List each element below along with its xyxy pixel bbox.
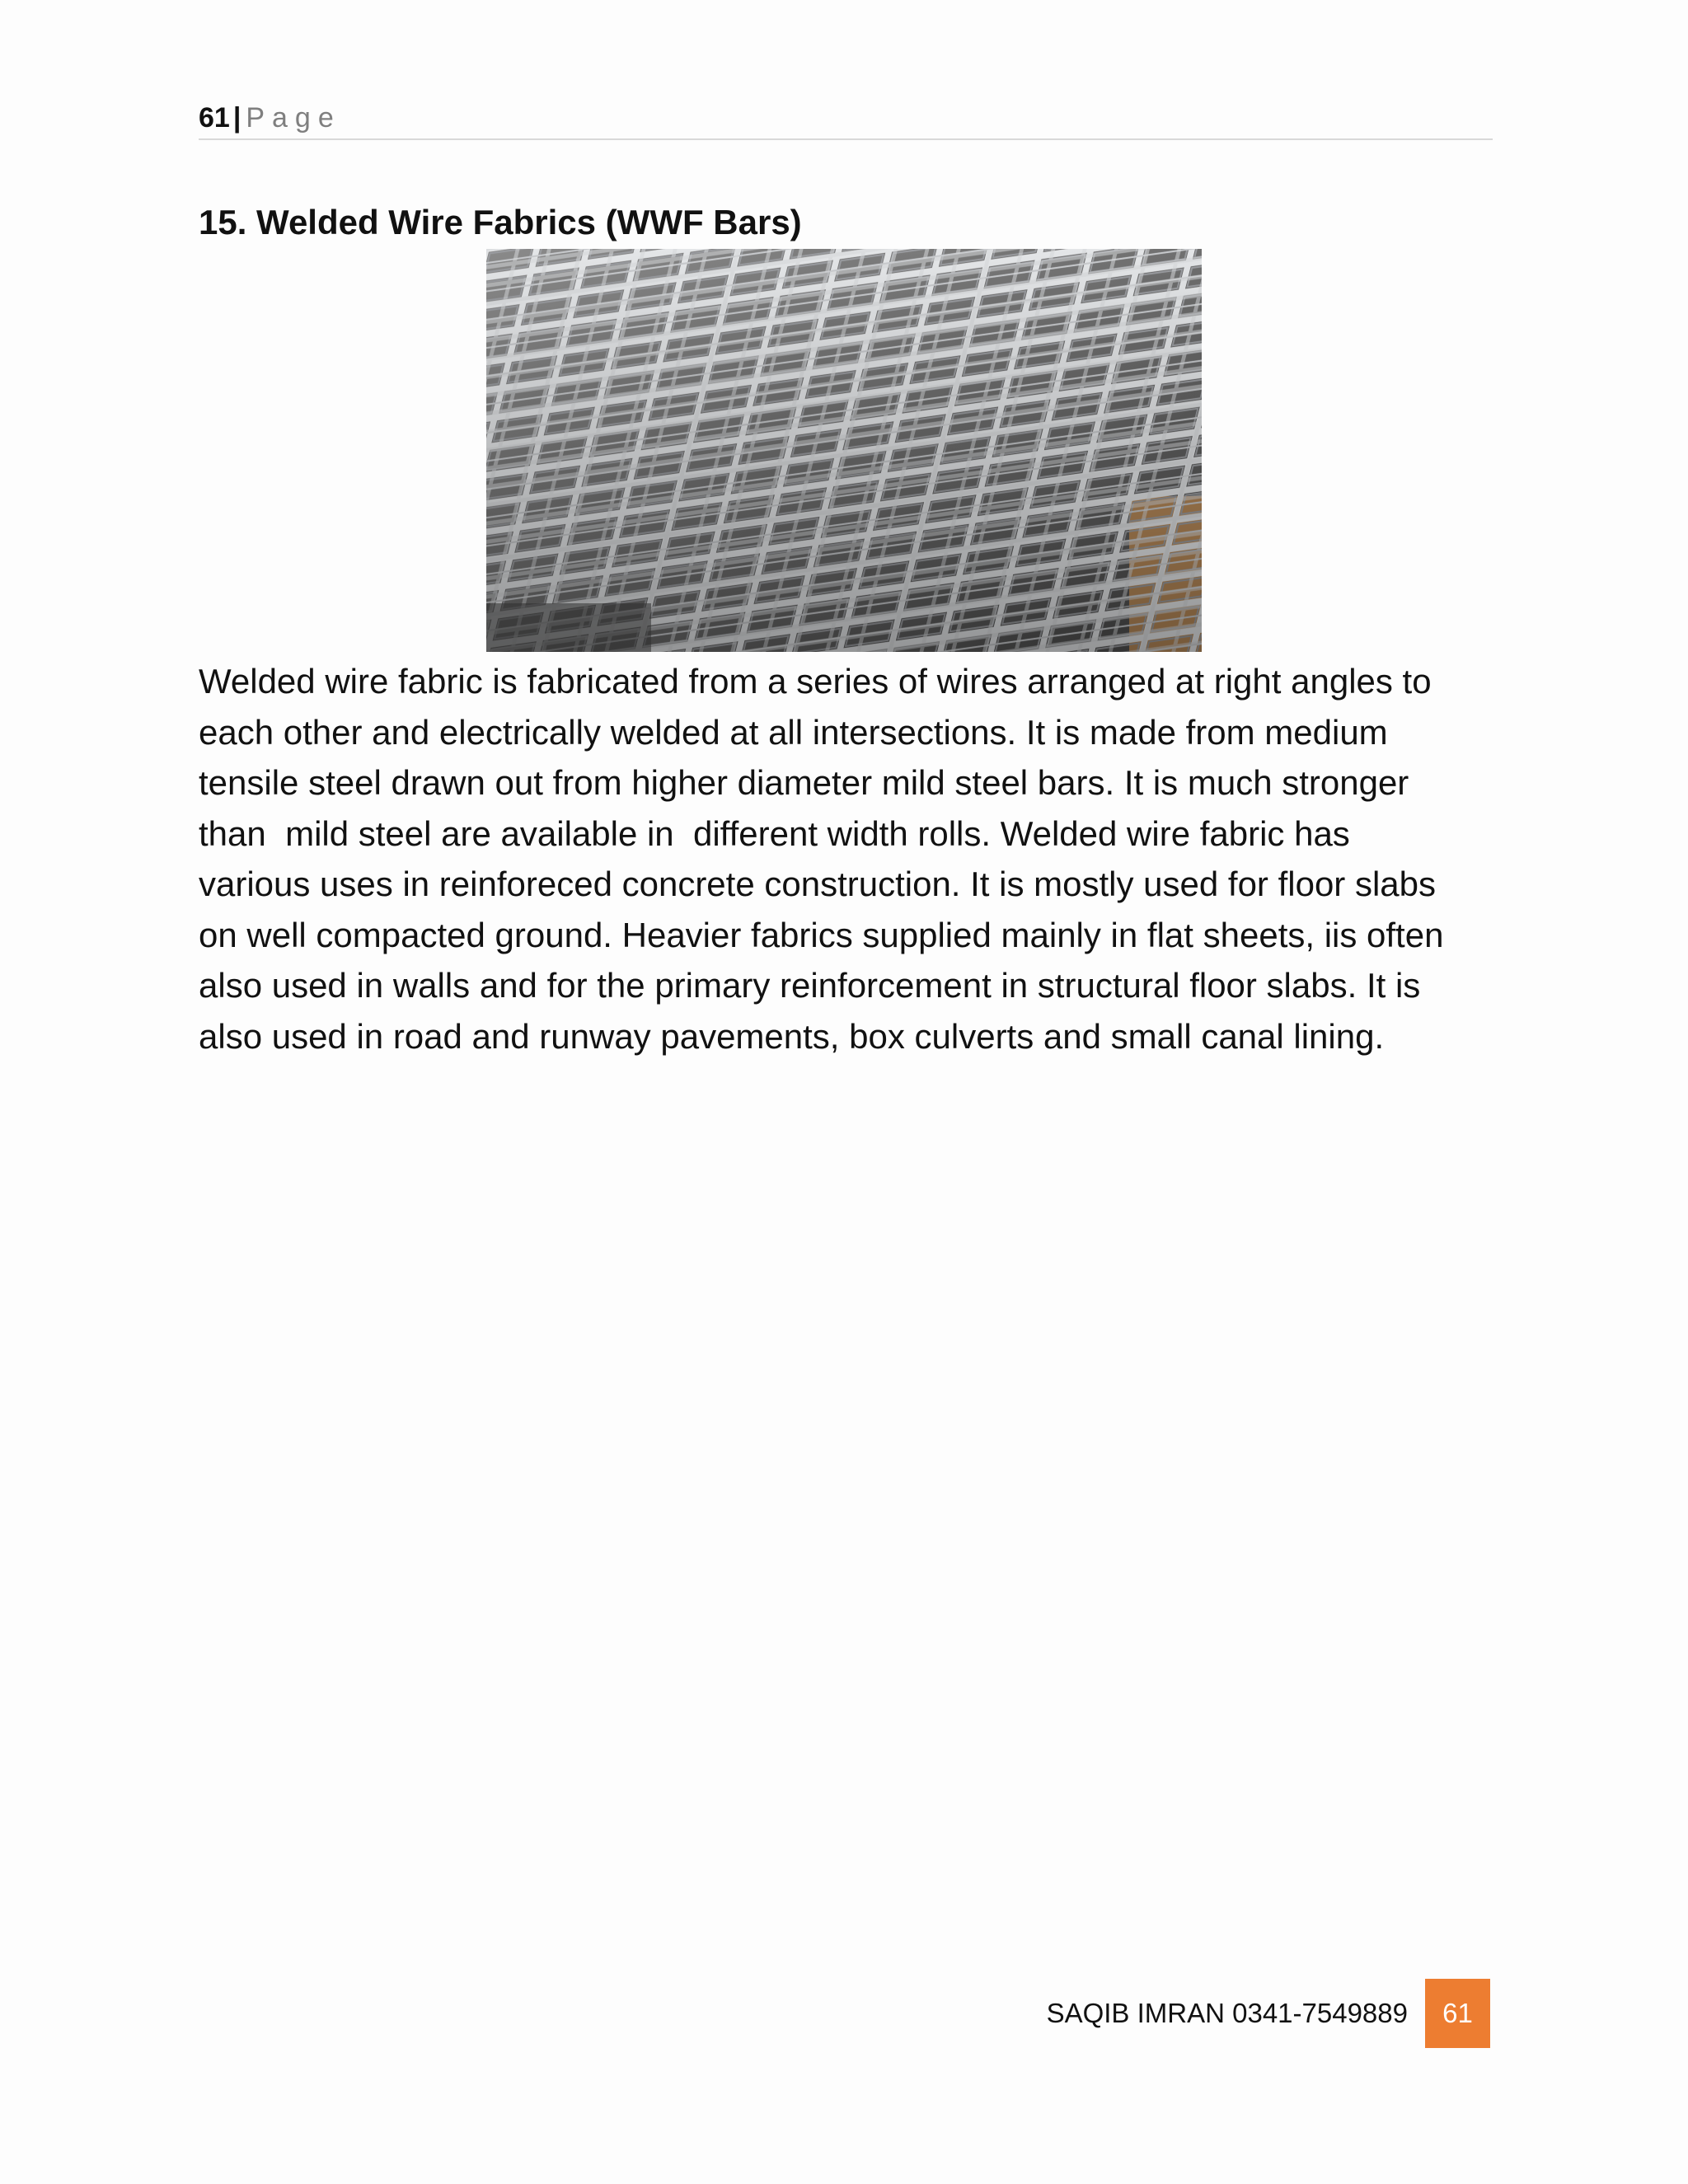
body-line: on well compacted ground. Heavier fabrics supplied mainly in flat sheets, iis often bbox=[199, 915, 1444, 954]
body-line: than mild steel are available in different width rolls. Welded wire fabric has bbox=[199, 813, 1350, 853]
footer-page-badge: 61 bbox=[1425, 1979, 1490, 2048]
ground-shadow bbox=[486, 603, 651, 652]
mesh-shading bbox=[486, 249, 1202, 652]
body-line: various uses in reinforeced concrete construction. It is mostly used for floor slabs bbox=[199, 865, 1437, 903]
body-line: also used in walls and for the primary reinforcement in structural floor slabs. It is bbox=[199, 966, 1421, 1005]
section-title: 15. Welded Wire Fabrics (WWF Bars) bbox=[199, 203, 802, 241]
welded-wire-mesh-image bbox=[486, 249, 1202, 652]
body-line: also used in road and runway pavements, box culverts and small canal lining. bbox=[199, 1016, 1385, 1056]
body-paragraph bbox=[199, 656, 1493, 1062]
body-line: tensile steel drawn out from higher diameter mild steel bars. It is much stronger bbox=[199, 763, 1409, 802]
body-line: Welded wire fabric is fabricated from a series of wires arranged at right angles to bbox=[199, 662, 1432, 701]
header-page-number: 61 bbox=[199, 102, 230, 134]
page-header bbox=[199, 97, 1493, 140]
header-page-word: Page bbox=[246, 102, 341, 134]
footer-author: SAQIB IMRAN 0341-7549889 bbox=[1046, 1998, 1408, 2028]
header-separator: | bbox=[232, 102, 241, 134]
body-line: each other and electrically welded at all intersections. It is made from medium bbox=[199, 712, 1388, 752]
